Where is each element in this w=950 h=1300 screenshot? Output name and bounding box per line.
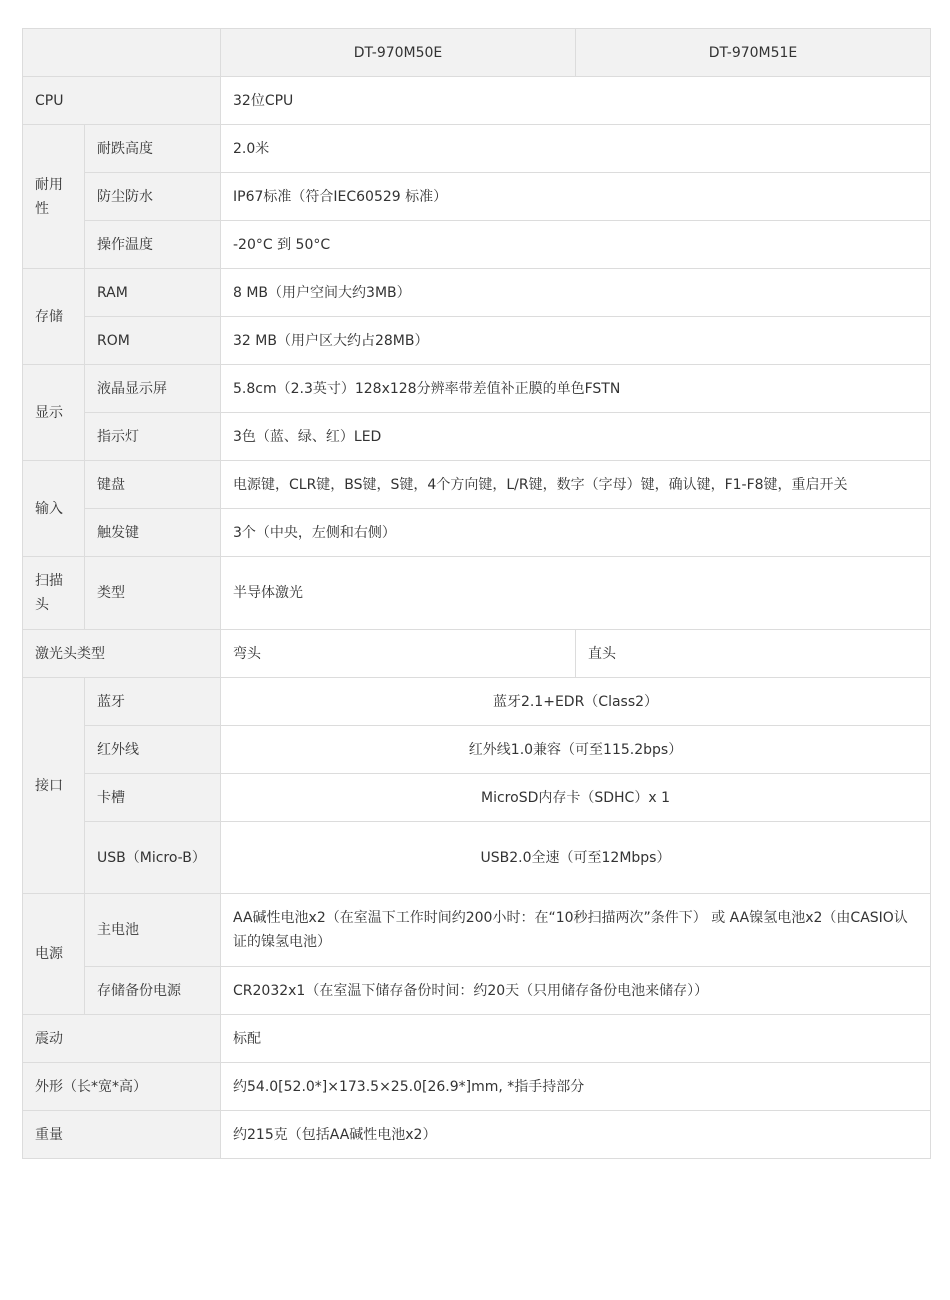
table-row <box>23 365 931 413</box>
weight-value: 约215克（包括AA碱性电池x2） <box>221 1111 931 1159</box>
table-row <box>23 967 931 1015</box>
table-row <box>23 894 931 967</box>
bluetooth-label: 蓝牙 <box>85 678 221 726</box>
laser-head-label: 激光头类型 <box>23 630 221 678</box>
keyboard-value: 电源键，CLR键，BS键，S键，4个方向键，L/R键，数字（字母）键，确认键，F1-F8键，重启开关 <box>221 461 931 509</box>
table-row <box>23 678 931 726</box>
vibration-value: 标配 <box>221 1015 931 1063</box>
display-group-label: 显示 <box>23 365 85 461</box>
keyboard-label: 键盘 <box>85 461 221 509</box>
storage-group-label: 存储 <box>23 269 85 365</box>
main-battery-value: AA碱性电池x2（在室温下工作时间约200小时：在“10秒扫描两次”条件下） 或 AA镍氢电池x2（由CASIO认证的镍氢电池） <box>221 894 931 967</box>
indicator-value: 3色（蓝、绿、红）LED <box>221 413 931 461</box>
usb-value: USB2.0全速（可至12Mbps） <box>221 822 931 894</box>
dustproof-value: IP67标准（符合IEC60529 标准） <box>221 173 931 221</box>
dustproof-label: 防尘防水 <box>85 173 221 221</box>
table-row <box>23 77 931 125</box>
ram-label: RAM <box>85 269 221 317</box>
drop-height-value: 2.0米 <box>221 125 931 173</box>
spec-table <box>22 28 931 1159</box>
table-row <box>23 173 931 221</box>
infrared-label: 红外线 <box>85 726 221 774</box>
table-row <box>23 726 931 774</box>
table-row <box>23 1063 931 1111</box>
model-b-header: DT-970M51E <box>576 29 931 77</box>
table-row <box>23 509 931 557</box>
scanner-type-label: 类型 <box>85 557 221 630</box>
trigger-value: 3个（中央，左侧和右侧） <box>221 509 931 557</box>
cpu-value: 32位CPU <box>221 77 931 125</box>
table-row <box>23 221 931 269</box>
model-a-header: DT-970M50E <box>221 29 576 77</box>
cpu-label: CPU <box>23 77 221 125</box>
table-row <box>23 125 931 173</box>
infrared-value: 红外线1.0兼容（可至115.2bps） <box>221 726 931 774</box>
table-row <box>23 269 931 317</box>
operating-temp-label: 操作温度 <box>85 221 221 269</box>
dimensions-value: 约54.0[52.0*]×173.5×25.0[26.9*]mm, *指手持部分 <box>221 1063 931 1111</box>
table-header-row <box>23 29 931 77</box>
input-group-label: 输入 <box>23 461 85 557</box>
scanner-type-value: 半导体激光 <box>221 557 931 630</box>
interface-group-label: 接口 <box>23 678 85 894</box>
dimensions-label: 外形（长*宽*高） <box>23 1063 221 1111</box>
backup-power-value: CR2032x1（在室温下储存备份时间：约20天（只用储存备份电池来储存）） <box>221 967 931 1015</box>
rom-value: 32 MB（用户区大约占28MB） <box>221 317 931 365</box>
card-slot-value: MicroSD内存卡（SDHC）x 1 <box>221 774 931 822</box>
rom-label: ROM <box>85 317 221 365</box>
lcd-label: 液晶显示屏 <box>85 365 221 413</box>
usb-label: USB（Micro-B） <box>85 822 221 894</box>
laser-head-value-b: 直头 <box>576 630 931 678</box>
operating-temp-value: -20°C 到 50°C <box>221 221 931 269</box>
power-group-label: 电源 <box>23 894 85 1015</box>
scanner-group-label: 扫描头 <box>23 557 85 630</box>
table-row <box>23 557 931 630</box>
ram-value: 8 MB（用户空间大约3MB） <box>221 269 931 317</box>
lcd-value: 5.8cm（2.3英寸）128x128分辨率带差值补正膜的单色FSTN <box>221 365 931 413</box>
backup-power-label: 存储备份电源 <box>85 967 221 1015</box>
weight-label: 重量 <box>23 1111 221 1159</box>
card-slot-label: 卡槽 <box>85 774 221 822</box>
trigger-label: 触发键 <box>85 509 221 557</box>
vibration-label: 震动 <box>23 1015 221 1063</box>
durability-group-label: 耐用性 <box>23 125 85 269</box>
table-row <box>23 822 931 894</box>
table-row <box>23 774 931 822</box>
table-row <box>23 413 931 461</box>
table-row <box>23 317 931 365</box>
drop-height-label: 耐跌高度 <box>85 125 221 173</box>
bluetooth-value: 蓝牙2.1+EDR（Class2） <box>221 678 931 726</box>
main-battery-label: 主电池 <box>85 894 221 967</box>
table-row <box>23 1111 931 1159</box>
table-row <box>23 630 931 678</box>
table-row <box>23 461 931 509</box>
indicator-label: 指示灯 <box>85 413 221 461</box>
header-blank-cell <box>23 29 221 77</box>
table-row <box>23 1015 931 1063</box>
laser-head-value-a: 弯头 <box>221 630 576 678</box>
